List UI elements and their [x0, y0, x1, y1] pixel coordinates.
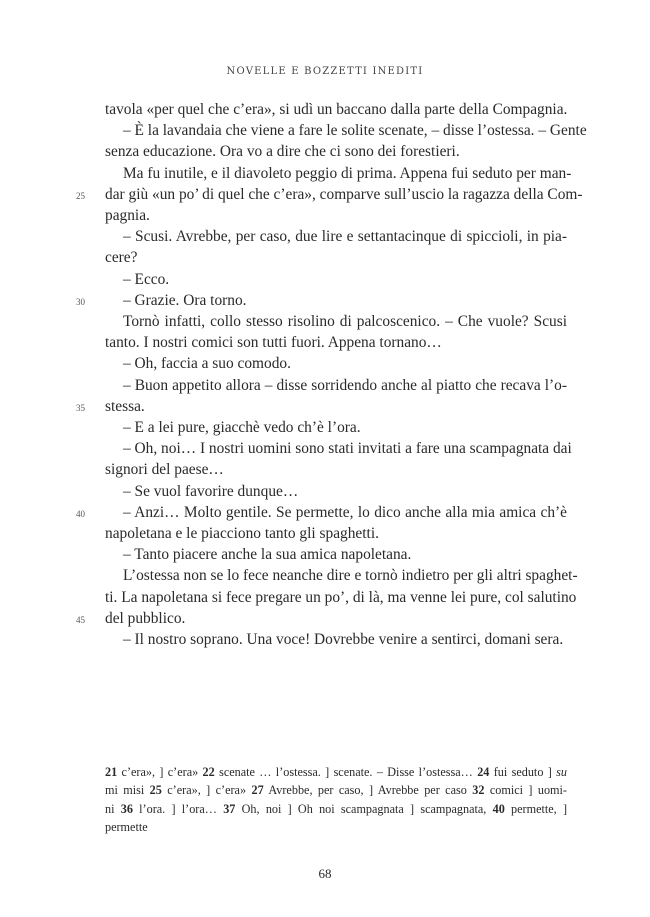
text-line: – Scusi. Avrebbe, per caso, due lire e settantacinque di spiccioli, in pia- — [123, 228, 567, 246]
text-line: Ma fu inutile, e il diavoleto peggio di prima. Appena fui seduto per man- — [123, 164, 572, 182]
text-line: dar giù «un po’ di quel che c’era», comparve sull’uscio la ragazza della Com- — [105, 185, 583, 203]
text-line: senza educazione. Ora vo a dire che ci sono dei forestieri. — [105, 143, 460, 161]
line-number: 45 — [76, 614, 85, 625]
text-line: – È la lavandaia che viene a fare le solite scenate, – disse l’ostessa. – Gente — [123, 122, 587, 140]
text-line: tavola «per quel che c’era», si udì un baccano dalla parte della Compagnia. — [105, 101, 568, 118]
running-head: NOVELLE E BOZZETTI INEDITI — [226, 66, 424, 77]
text-line: – Oh, noi… I nostri uomini sono stati invitati a fare una scampagnata dai — [123, 440, 572, 458]
page-number: 68 — [318, 866, 332, 881]
text-line: tanto. I nostri comici son tutti fuori. Appena tornano… — [105, 334, 442, 352]
apparatus-line: 21 c’era», ] c’era» 22 scenate … l’ostessa. ] scenate. – Disse l’ostessa… 24 fui seduto ] su — [105, 765, 568, 779]
apparatus-line: ni 36 l’ora. ] l’ora… 37 Oh, noi ] Oh noi scampagnata ] scampagnata, 40 permette, ] — [105, 801, 568, 816]
text-line: napoletana e le piacciono tanto gli spaghetti. — [105, 525, 379, 542]
text-line: signori del paese… — [105, 461, 224, 479]
apparatus-line: permette — [105, 819, 148, 834]
text-line: – Grazie. Ora torno. — [123, 291, 247, 309]
text-line: – Buon appetito allora – disse sorridendo anche al piatto che recava l’o- — [123, 376, 567, 394]
text-line: ti. La napoletana si fece pregare un po’, di là, ma venne lei pure, col salutino — [105, 588, 577, 606]
text-line: cere? — [105, 249, 138, 267]
text-line: – Il nostro soprano. Una voce! Dovrebbe venire a sentirci, domani sera. — [123, 631, 564, 648]
line-number: 35 — [76, 402, 85, 413]
line-number: 25 — [76, 190, 85, 201]
apparatus-line: mi misi 25 c’era», ] c’era» 27 Avrebbe, per caso, ] Avrebbe per caso 32 comici ] uomi- — [105, 783, 567, 798]
text-line: pagnia. — [105, 207, 150, 224]
text-line: L’ostessa non se lo fece neanche dire e tornò indietro per gli altri spaghet- — [123, 567, 578, 585]
line-number: 30 — [76, 296, 85, 307]
text-line: – E a lei pure, giacchè vedo ch’è l’ora. — [123, 419, 361, 436]
text-line: – Oh, faccia a suo comodo. — [123, 355, 291, 373]
text-line: Tornò infatti, collo stesso risolino di palcoscenico. – Che vuole? Scusi — [123, 313, 567, 330]
text-line: del pubblico. — [105, 609, 186, 627]
text-line: – Ecco. — [123, 270, 170, 288]
text-line: – Anzi… Molto gentile. Se permette, lo dico anche alla mia amica ch’è — [123, 503, 567, 521]
text-line: – Se vuol favorire dunque… — [123, 482, 299, 500]
text-line: stessa. — [105, 397, 145, 415]
text-line: – Tanto piacere anche la sua amica napoletana. — [123, 546, 412, 564]
line-number: 40 — [76, 508, 85, 519]
